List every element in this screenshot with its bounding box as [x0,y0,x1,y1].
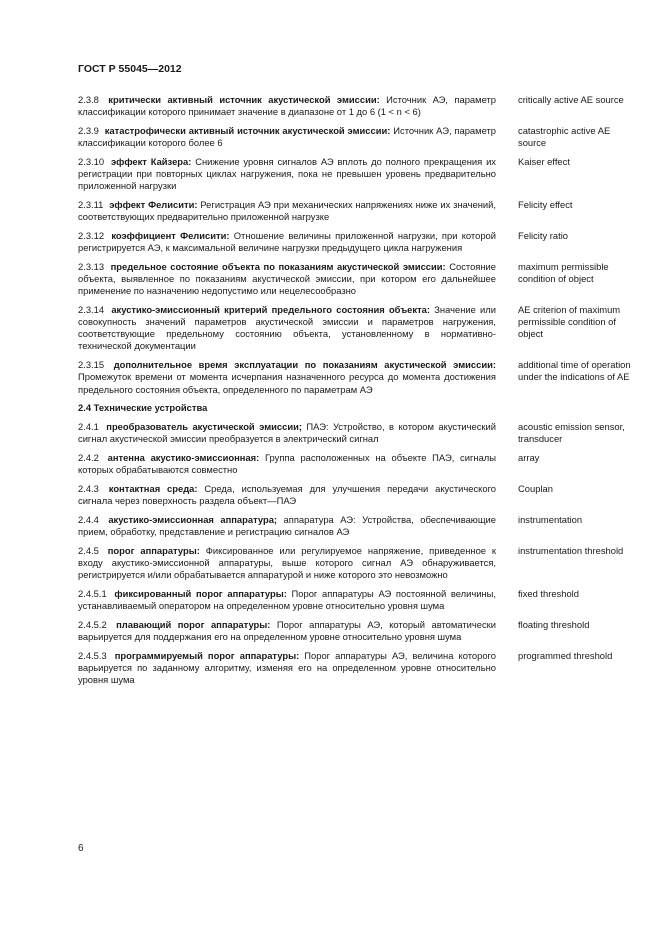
entry-term: эффект Кайзера: [110,155,192,167]
entry-english: Felicity ratio [518,229,569,241]
entry-term: коэффициент Фелисити: [111,229,230,241]
term-entry [78,619,638,643]
entry-number: 2.3.11 [78,198,104,210]
entry-number: 2.4.4 [78,513,99,525]
entry-definition: Группа расположенных на объекте ПАЭ, сигналы которых обрабатываются совместно [78,451,496,476]
entry-english: AE criterion of maximum permissible condition of object [518,303,621,340]
entry-english: Couplan [518,482,553,494]
entry-number: 2.3.8 [78,94,99,105]
entry-number: 2.4.5.2 [78,618,107,630]
entry-term: контактная среда: [108,482,198,494]
term-entry [78,125,638,149]
entry-english: instrumentation threshold [518,544,624,556]
term-entry [78,359,638,396]
entry-term: эффект Фелисити: [109,198,198,210]
entry-english: Kaiser effect [518,155,570,167]
entry-number: 2.3.13 [78,260,105,272]
term-entry [78,421,638,445]
entry-number: 2.3.14 [78,303,105,315]
entry-definition: Отношение величины приложенной нагрузки, при которой регистрируется АЭ, к максимальной величине нагрузки предыдущего цикла нагружения [78,229,496,254]
entry-english: Felicity effect [518,198,573,210]
entry-english: acoustic emission sensor, transducer [518,420,625,445]
entry-term: программируемый порог аппаратуры: [114,649,300,661]
term-entry [78,304,638,353]
term-entry [78,650,638,687]
entry-definition: Снижение уровня сигналов АЭ вплоть до полного прекращения их регистрации при повторных циклах нагружения, пока не превышен уровень предварительно приложенной нагрузки [78,155,496,192]
entry-english: catastrophic active AE source [518,124,611,149]
term-entry [78,230,638,254]
entry-number: 2.3.15 [78,359,105,371]
entry-definition: Источник АЭ, параметр классификации которого принимает значение в диапазоне от 1 до 6 (1 < n < 6) [78,94,496,118]
entry-number: 2.4.2 [78,451,99,463]
entry-term: фиксированный порог аппаратуры: [114,587,287,599]
entry-term: плавающий порог аппаратуры: [116,618,271,630]
entry-english: array [518,451,540,463]
section-heading: 2.4 Технические устройства [78,402,208,414]
term-entry [78,156,638,193]
entry-definition: ПАЭ: Устройство, в котором акустический сигнал акустической эмиссии преобразуется в электрический сигнал [78,420,496,445]
terms-list [78,94,638,693]
entry-number: 2.4.3 [78,482,99,494]
entry-number: 2.4.5 [78,544,99,556]
entry-definition: Промежуток времени от момента исчерпания назначенного ресурса до момента достижения предельного состояния объекта, определенного по параметрам АЭ [78,371,496,395]
entry-number: 2.4.5.3 [78,649,107,661]
entry-number: 2.3.10 [78,155,105,167]
term-entry [78,514,638,538]
entry-english: fixed threshold [518,587,579,599]
entry-number: 2.4.5.1 [78,587,107,599]
entry-term: дополнительное время эксплуатации по показаниям акустической эмиссии: [113,359,496,371]
entry-english: additional time of operation under the indications of AE [518,359,631,383]
entry-english: instrumentation [518,513,583,525]
entry-definition: Среда, используемая для улучшения передачи акустического сигнала через поверхность раздела объект—ПАЭ [78,482,496,506]
entry-definition: Состояние объекта, выявленное по показаниям акустической эмиссии, при котором его дальнейшее применение по назначению недопустимо или нецелесообразно [78,260,497,297]
entry-definition: Порог аппаратуры АЭ, который автоматически варьируется для поддержания его на определенном уровне относительно уровня шума [78,618,496,642]
entry-term: катастрофически активный источник акустической эмиссии: [104,124,391,136]
term-entry [78,261,638,298]
term-entry [78,94,638,118]
document-header: ГОСТ Р 55045—2012 [78,63,182,75]
entry-term: антенна акустико-эмиссионная: [107,451,260,463]
entry-term: предельное состояние объекта по показаниям акустической эмиссии: [110,260,446,272]
term-entry [78,588,638,612]
entry-number: 2.3.12 [78,229,105,241]
entry-term: порог аппаратуры: [107,544,200,556]
entry-definition: Порог аппаратуры АЭ постоянной величины, устанавливаемый оператором на определенном уровне относительно уровня шума [78,587,496,611]
entry-definition: Фиксированное или регулируемое напряжение, приведенное к входу акустико-эмиссионной аппаратуры, выше которого сигнал АЭ обнаруживается, регистрируется и/или обрабатывается аппаратурой и ниже которого это невозможно [78,544,496,580]
entry-definition: Порог аппаратуры АЭ, величина которого варьируется по заданному алгоритму, изменяя его на определенном уровне относительно уровня шума [78,649,496,685]
entry-term: акустико-эмиссионная аппаратура; [108,513,278,525]
entry-definition: Значение или совокупность значений параметров акустической эмиссии и параметров нагружения, соответствующие предельному состоянию объекта, установленному в нормативно-технической документации [78,303,496,352]
entry-definition: Регистрация АЭ при механических напряжениях ниже их значений, соответствующих предварительно приложенной нагрузке [78,198,496,223]
term-entry [78,452,638,476]
term-entry [78,545,638,582]
entry-english: maximum permissible condition of object [518,260,609,284]
entry-number: 2.3.9 [78,124,99,136]
entry-term: акустико-эмиссионный критерий предельного состояния объекта: [111,303,431,315]
term-entry [78,483,638,507]
entry-term: критически активный источник акустической эмиссии: [108,94,380,105]
page-number: 6 [78,843,84,854]
entry-english: critically active AE source [518,94,624,105]
term-entry [78,199,638,223]
entry-definition: Источник АЭ, параметр классификации которого более 6 [78,124,496,149]
entry-number: 2.4.1 [78,420,99,432]
entry-english: floating threshold [518,618,590,630]
entry-english: programmed threshold [518,649,613,661]
entry-definition: аппаратура АЭ: Устройства, обеспечивающие прием, обработку, представление и регистрацию сигналов АЭ [78,513,497,537]
entry-term: преобразователь акустической эмиссии; [106,420,302,432]
